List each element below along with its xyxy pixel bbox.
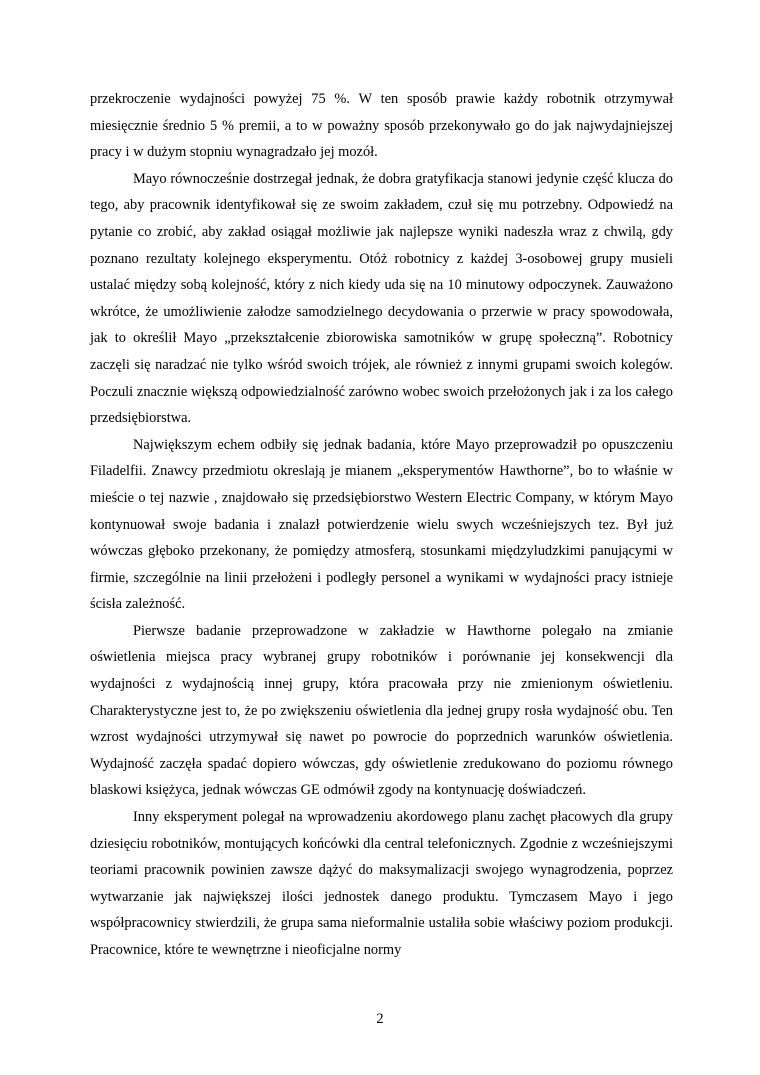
paragraph-5: Inny eksperyment polegał na wprowadzeniu akordowego planu zachęt płacowych dla grupy dziesięciu robotników, montujących końcówki dla central telefonicznych. Zgodnie z wcześniejszymi teoriami pracownik powinien zawsze dążyć do maksymalizacji swojego wynagrodzenia, poprzez wytwarzanie jak największej ilości jednostek danego produktu. Tymczasem Mayo i jego współpracownicy stwierdzili, że grupa sama nieformalnie ustaliła sobie właściwy poziom produkcji. Pracownice, które te wewnętrzne i nieoficjalne normy xyxy=(90,809,673,958)
page-number: 2 xyxy=(376,1011,384,1027)
paragraph-2: Mayo równocześnie dostrzegał jednak, że dobra gratyfikacja stanowi jedynie część klucza do tego, aby pracownik identyfikował się ze swoim zakładem, czuł się mu potrzebny. Odpowiedź na pytanie co zrobić, aby zakład osiągał możliwie jak najlepsze wyniki nadeszła wraz z chwilą, gdy poznano rezultaty kolejnego eksperymentu. Otóż robotnicy z każdej 3-osobowej grupy musieli ustalać między sobą kolejność, który z nich kiedy uda się na 10 minutowy odpoczynek. Zauważono wkrótce, że umożliwienie załodze samodzielnego decydowania o przerwie w pracy spowodowała, jak to określił Mayo „przekształcenie zbiorowiska samotników w grupę społeczną”. Robotnicy zaczęli się naradzać nie tylko wśród swoich trójek, ale również z innymi grupami swoich kolegów. Poczuli znacznie większą odpowiedzialność zarówno wobec swoich przełożonych jak i za los całego przedsiębiorstwa. xyxy=(90,170,673,427)
paragraph-4: Pierwsze badanie przeprowadzone w zakładzie w Hawthorne polegało na zmianie oświetlenia miejsca pracy wybranej grupy robotników i porównanie jej konsekwencji dla wydajności z wydajnością innej grupy, która pracowała przy nie zmienionym oświetleniu. Charakterystyczne jest to, że po zwiększeniu oświetlenia dla jednej grupy rosła wydajność obu. Ten wzrost wydajności utrzymywał się nawet po powrocie do poprzednich warunków oświetlenia. Wydajność zaczęła spadać dopiero wówczas, gdy oświetlenie zredukowano do poziomu równego blaskowi księżyca, jednak wówczas GE odmówił zgody na kontynuację doświadczeń. xyxy=(90,622,673,799)
body-text xyxy=(90,86,673,964)
paragraph-1: przekroczenie wydajności powyżej 75 %. W ten sposób prawie każdy robotnik otrzymywał miesięcznie średnio 5 % premii, a to w poważny sposób przekonywało go do jak najwydajniejszej pracy i w dużym stopniu wynagradzało jej mozół. xyxy=(90,91,673,161)
paragraph-3: Największym echem odbiły się jednak badania, które Mayo przeprowadził po opuszczeniu Filadelfii. Znawcy przedmiotu okreslają je mianem „eksperymentów Hawthorne”, bo to właśnie w mieście o tej nazwie , znajdowało się przedsiębiorstwo Western Electric Company, w którym Mayo kontynuował swoje badania i znalazł potwierdzenie wielu swych wcześniejszych tez. Był już wówczas głęboko przekonany, że pomiędzy atmosferą, stosunkami międzyludzkimi panującymi w firmie, szczególnie na linii przełożeni i podległy personel a wynikami w wydajności pracy istnieje ścisła zależność. xyxy=(90,436,673,613)
